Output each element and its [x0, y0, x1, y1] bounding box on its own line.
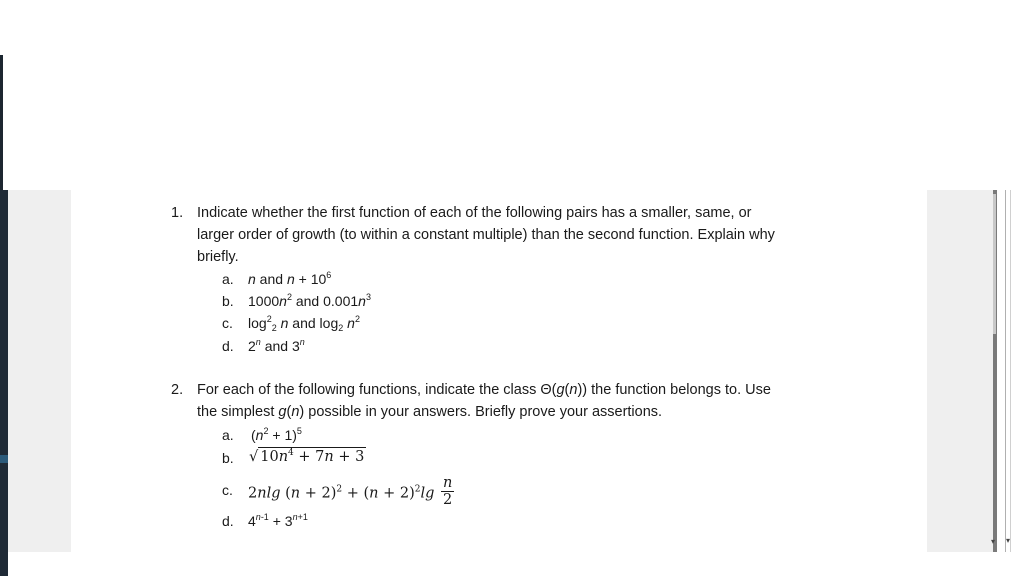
q2-item-d-label: d. [222, 513, 234, 529]
q2-item-a-expression: $(n^2 + 1)^5$ [251, 426, 302, 443]
window-bottom-area [8, 552, 1024, 576]
scroll-thumb[interactable] [993, 194, 996, 334]
left-edge-border [0, 55, 3, 190]
q1-item-b-label: b. [222, 293, 234, 309]
q1-item-a-label: a. [222, 271, 234, 287]
q1-item-d-label: d. [222, 338, 234, 354]
document-margin-left [8, 190, 71, 552]
taskbar-highlight [0, 455, 8, 463]
q2-item-a-label: a. [222, 427, 234, 443]
q2-item-b-label: b. [222, 450, 234, 466]
q1-item-c-label: c. [222, 315, 233, 331]
q1-item-c-expression: $\log^2_2 n$ and $\log_2 n^2$ [248, 314, 360, 333]
scroll-down-arrow-icon[interactable]: ▾ [991, 537, 996, 546]
q1-item-d-expression: 2$^n$ and 3$^n$ [248, 337, 305, 354]
q1-item-b-expression: $1000n^2$ and $0.001n^3$ [248, 292, 371, 309]
q1-item-a-expression: n and $n + 10^6$ [248, 270, 332, 287]
question-2-number: 2. [171, 382, 184, 398]
left-taskbar-strip [0, 190, 8, 576]
q2-item-b-expression: √ $10n^4 + 7n + 3$ [249, 448, 365, 465]
window-top-area [0, 0, 1024, 190]
scrollbar-divider [1005, 190, 1006, 552]
question-2-text-line-1: For each of the following functions, indicate the class Θ(g(n)) the function belongs to. Use [197, 382, 771, 398]
question-1-text-line-3: briefly. [197, 249, 239, 265]
scroll-menu-icon[interactable]: ▾ [1006, 536, 1011, 545]
q2-item-c-expression: 2nlg $(n + 2)^2 + (n + 2)^2\lg$ $\frac{n}{2}$ [248, 475, 453, 508]
scrollbar-divider-secondary [1010, 190, 1011, 552]
document-margin-right [927, 190, 996, 552]
q2-item-d-expression: $4^{n-1} + 3^{n+1}$ [248, 512, 308, 529]
vertical-scrollbar[interactable] [993, 190, 1017, 552]
q2-item-c-label: c. [222, 482, 233, 498]
question-1-text-line-2: larger order of growth (to within a constant multiple) than the second function. Explain why [197, 227, 775, 243]
question-1-number: 1. [171, 205, 184, 221]
question-1-text-line-1: Indicate whether the first function of each of the following pairs has a smaller, same, or [197, 205, 752, 221]
question-2-text-line-2: the simplest g(n) possible in your answers. Briefly prove your assertions. [197, 404, 663, 420]
